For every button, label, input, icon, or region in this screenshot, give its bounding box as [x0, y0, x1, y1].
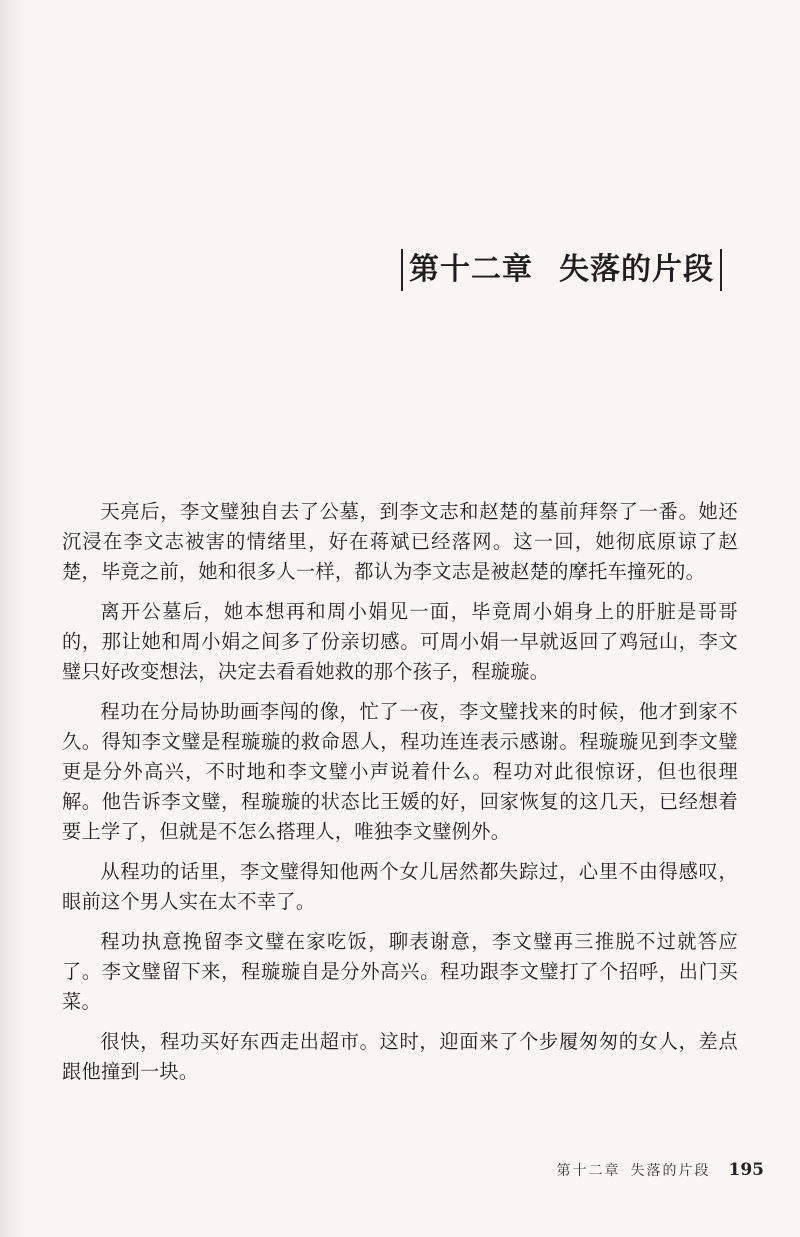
body-text [62, 497, 738, 1097]
paragraph: 程功在分局协助画李闯的像，忙了一夜，李文璧找来的时候，他才到家不久。得知李文璧是程璇璇的救命恩人，程功连连表示感谢。程璇璇见到李文璧更是分外高兴，不时地和李文璧小声说着什么。程功对此很惊讶，但也很理解。他告诉李文璧，程璇璇的状态比王媛的好，回家恢复的这几天，已经想着要上学了，但就是不怎么搭理人，唯独李文璧例外。 [62, 700, 738, 843]
paragraph: 很快，程功买好东西走出超市。这时，迎面来了个步履匆匆的女人，差点跟他撞到一块。 [62, 1030, 738, 1083]
running-head-title: 失落的片段 [630, 1163, 711, 1179]
page-footer [557, 1160, 765, 1180]
chapter-number: 第十二章 [409, 252, 533, 287]
page-number: 195 [728, 1160, 764, 1180]
chapter-heading [401, 246, 722, 294]
chapter-name: 失落的片段 [559, 252, 714, 287]
heading-right-bar [720, 249, 722, 291]
chapter-title [403, 246, 720, 294]
paragraph: 从程功的话里，李文璧得知他两个女儿居然都失踪过，心里不由得感叹，眼前这个男人实在太不幸了。 [62, 860, 738, 913]
running-head-chapter: 第十二章 [556, 1163, 621, 1179]
paragraph: 离开公墓后，她本想再和周小娟见一面，毕竟周小娟身上的肝脏是哥哥的，那让她和周小娟之间多了份亲切感。可周小娟一早就返回了鸡冠山，李文璧只好改变想法，决定去看看她救的那个孩子，程璇璇。 [62, 600, 738, 683]
paragraph: 天亮后，李文璧独自去了公墓，到李文志和赵楚的墓前拜祭了一番。她还沉浸在李文志被害的情绪里，好在蒋斌已经落网。这一回，她彻底原谅了赵楚，毕竟之前，她和很多人一样，都认为李文志是被赵楚的摩托车撞死的。 [62, 500, 738, 583]
running-head [557, 1160, 711, 1180]
page-gutter-shadow [0, 0, 22, 1237]
paragraph: 程功执意挽留李文璧在家吃饭，聊表谢意，李文璧再三推脱不过就答应了。李文璧留下来，程璇璇自是分外高兴。程功跟李文璧打了个招呼，出门买菜。 [62, 930, 738, 1013]
